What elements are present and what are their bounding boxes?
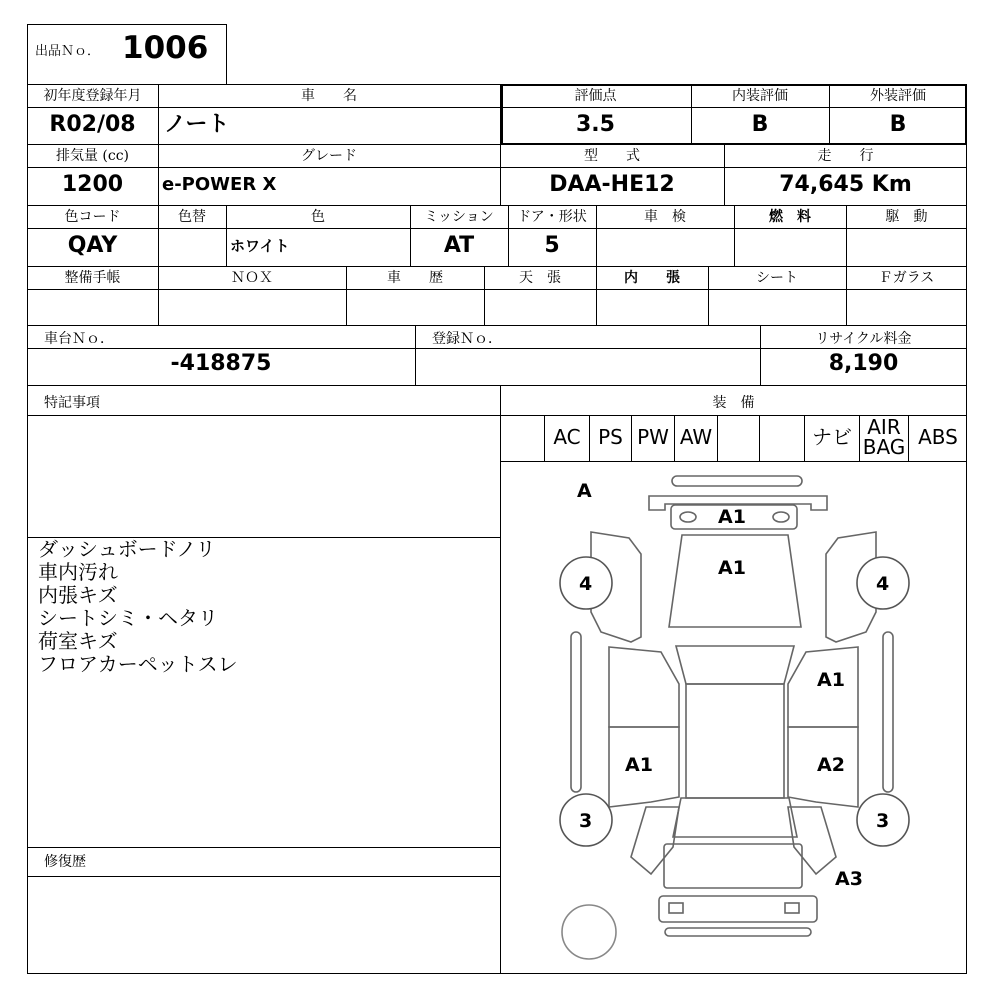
door-value: 5: [544, 233, 560, 258]
left-rocker: [571, 632, 581, 792]
car-damage-diagram: [501, 462, 966, 973]
car-name-value: ノート: [164, 112, 230, 137]
color-value: ホワイト: [230, 237, 290, 255]
roof-label: 天 張: [519, 270, 561, 286]
rear-window: [673, 798, 797, 837]
equipment-navi: ナビ: [812, 425, 852, 449]
tailgate: [664, 844, 802, 888]
mileage-label: 走 行: [817, 148, 874, 164]
damage-mark: A2: [817, 754, 845, 776]
color-code-value: QAY: [67, 233, 118, 258]
color-label: 色: [311, 209, 325, 225]
tire-mark: 4: [876, 573, 890, 595]
model-label: 型 式: [584, 148, 640, 164]
equipment-label: 装 備: [712, 395, 755, 411]
remarks-list: [38, 538, 238, 676]
car-name-label: 車 名: [301, 88, 357, 104]
remark-line: 荷室キズ: [38, 629, 118, 653]
front-bumper-strip: [672, 476, 802, 486]
nox-label: ＮＯＸ: [231, 270, 273, 286]
equipment-abs: ABS: [918, 425, 958, 449]
recycle-fee-value: 8,190: [828, 351, 899, 376]
chassis-number-value: -418875: [170, 351, 272, 376]
score-label: 評価点: [574, 88, 617, 104]
interior-rating-label: 内装評価: [732, 88, 788, 104]
drive-label: 駆 動: [885, 209, 928, 225]
equipment-aw: AW: [679, 425, 713, 449]
damage-mark: A3: [835, 868, 863, 890]
hood: [669, 535, 801, 627]
grade-label: グレード: [301, 148, 357, 164]
lot-number-label: 出品Ｎｏ．: [35, 44, 101, 59]
left-rear-fender: [631, 807, 679, 874]
fuel-label: 燃 料: [769, 209, 811, 225]
inspection-label: 車 検: [644, 209, 686, 225]
remark-line: ダッシュボードノリ: [38, 537, 216, 561]
left-front-door: [609, 647, 679, 727]
remark-line: フロアカーペットスレ: [38, 652, 238, 676]
maintenance-book-label: 整備手帳: [64, 270, 121, 286]
interior-trim-label: 内 張: [624, 270, 680, 286]
first-reg-label: 初年度登録年月: [43, 88, 142, 104]
right-rocker: [883, 632, 893, 792]
spare-tire: [562, 905, 616, 959]
model-value: DAA-HE12: [549, 172, 675, 197]
remark-line: シートシミ・ヘタリ: [38, 606, 218, 630]
damage-mark: A1: [718, 557, 746, 579]
equipment-ac: AC: [553, 425, 581, 449]
mission-label: ミッション: [424, 209, 494, 225]
interior-rating-value: B: [751, 112, 769, 137]
recycle-fee-label: リサイクル料金: [815, 331, 912, 347]
score-value: 3.5: [576, 112, 615, 137]
door-label: ドア・形状: [517, 209, 587, 225]
displacement-value: 1200: [61, 172, 124, 197]
tire-mark: 3: [579, 810, 593, 832]
repair-history-label: 修復歴: [44, 854, 86, 870]
tire-mark: 4: [579, 573, 593, 595]
first-reg-value: R02/08: [49, 112, 136, 137]
tire-mark: 3: [876, 810, 890, 832]
windshield: [676, 646, 794, 684]
damage-mark: A: [577, 480, 592, 502]
grade-value: e-POWER X: [162, 174, 277, 195]
remark-line: 内張キズ: [38, 583, 118, 607]
damage-mark: A1: [625, 754, 653, 776]
lot-number-value: 1006: [122, 30, 209, 66]
remark-line: 車内汚れ: [38, 560, 118, 584]
right-rear-fender: [788, 807, 836, 874]
color-code-label: 色コード: [64, 209, 121, 225]
equipment-pw: PW: [637, 425, 669, 449]
registration-number-label: 登録Ｎｏ．: [432, 331, 502, 347]
displacement-label: 排気量 (cc): [55, 148, 130, 164]
car-history-label: 車 歴: [387, 270, 443, 286]
equipment-airbag: AIR BAG: [862, 415, 906, 459]
exterior-rating-label: 外装評価: [870, 88, 926, 104]
mileage-value: 74,645 Km: [779, 172, 912, 197]
exterior-rating-value: B: [889, 112, 907, 137]
equipment-ps: PS: [598, 425, 623, 449]
color-change-label: 色替: [178, 209, 206, 225]
damage-mark: A1: [718, 506, 746, 528]
chassis-number-label: 車台Ｎｏ．: [44, 331, 114, 347]
remarks-label: 特記事項: [44, 395, 100, 411]
seat-label: シート: [756, 270, 798, 286]
mission-value: AT: [443, 233, 475, 258]
damage-mark: A1: [817, 669, 845, 691]
roof: [686, 684, 784, 798]
front-glass-label: Ｆガラス: [878, 270, 935, 286]
